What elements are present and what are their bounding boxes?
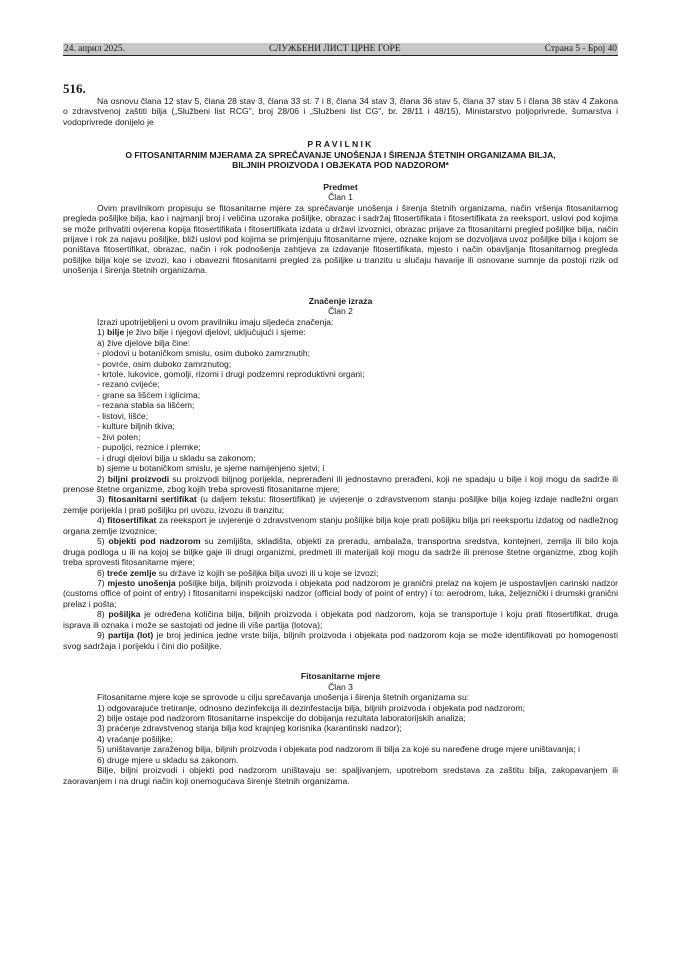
title-kind: PRAVILNIK xyxy=(307,139,374,150)
paragraph: - i drugi djelovi bilja u skladu sa zakonom; xyxy=(97,452,256,463)
paragraph: - rezana stabla sa lišćem; xyxy=(97,400,195,411)
paragraph: 2) bilje ostaje pod nadzorom fitosanitarne inspekcije do dobijanja rezultata laboratorijskih analiza; xyxy=(97,713,466,724)
item-number: 5) xyxy=(97,536,109,547)
item-number: 3) xyxy=(97,494,109,505)
item-text: je određena količina bilja, biljnih proizvoda i objekata pod nadzorom, koja se transportuje i koju prati fitosertifikat, druga isprava ili oznaka i može se sastojati od jedne ili više partija (lotova); xyxy=(63,609,619,630)
paragraph: - povrće, osim duboko zamrznutog; xyxy=(97,358,232,369)
article-heading: Fitosanitarne mjere xyxy=(300,671,381,682)
act-number: 516. xyxy=(63,81,86,96)
paragraph: - kulture biljnih tkiva; xyxy=(97,421,175,432)
paragraph xyxy=(63,327,618,337)
defined-term: pošiljka xyxy=(108,609,141,620)
header-journal: СЛУЖБЕНИ ЛИСТ ЦРНЕ ГОРЕ xyxy=(269,44,401,54)
paragraph: - plodovi u botaničkom smislu, osim duboko zamrznutih; xyxy=(97,348,311,359)
defined-term: mjesto unošenja xyxy=(107,578,176,589)
paragraph: 5) uništavanje zaraženog bilja, biljnih proizvoda i objekata pod nadzorom ili bilja za koje su naređene druge mjere uništavanja; i xyxy=(97,744,580,755)
item-number: 7) xyxy=(97,578,108,589)
title-line-1: O FITOSANITARNIM MJERAMA ZA SPREČAVANJE UNOŠENJA I ŠIRENJA ŠTETNIH ORGANIZAMA BILJA, xyxy=(125,149,556,160)
item-number: 1) xyxy=(97,327,108,338)
paragraph xyxy=(63,609,618,630)
article-2 xyxy=(63,296,618,651)
paragraph: Izrazi upotrijebljeni u ovom pravilniku imaju sljedeća značenja: xyxy=(97,316,334,327)
paragraph xyxy=(63,630,618,651)
paragraph: - živi polen; xyxy=(97,431,141,442)
paragraph: Ovim pravilnikom propisuju se fitosanitarne mjere za sprečavanje unošenja i širenja štetnih organizama, način vršenja fitosanitarnog pregleda pošiljke bilja, kao i najmanji broj i veličina uzoraka pošiljke, obrazac i sadržaj fitosertifikata i fitosertifikata za reeksport, uslovi pod kojima se može prihvatiti ovjerena kopija fitosertifikata i fitosertifikata izdata u državi izvoznici, obrazac prijave za fitosanitarni pregled pošiljke bilja, način prijave i rok za najavu pošiljke, bliži uslovi pod kojima se primjenjuju fitosanitarne mjere, oznake kojom se dozvoljava uvoz pošiljke bilja i kojom se poništava fitosertifikat, obrazac, način i rok podnošenja zahtjeva za izdavanje fitosertifikata, mjesto i način obavljanja fitosanitarnog pregleda pošiljke bilja koje se izvozi, kao i obavezni fitosanitarni pregled za pošiljke u tranzitu u slučaju havarije ili osnovane sumnje da postoji rizik od unošenja i širenja štetnih organizama. xyxy=(63,202,618,276)
article-1 xyxy=(63,182,618,276)
paragraph xyxy=(63,474,618,495)
defined-term: fitosanitarni sertifikat xyxy=(108,494,197,505)
defined-term: bilje xyxy=(107,327,125,338)
paragraph xyxy=(63,494,618,515)
paragraph: 1) odgovarajuće tretiranje, odnosno dezinfekcija ili dezinfestacija bilja, biljnih proizvoda i objekata pod nadzorom; xyxy=(97,702,526,713)
item-number: 2) xyxy=(97,473,108,484)
article-heading: Značenje izraza xyxy=(308,295,373,306)
item-text: su države iz kojih se pošiljka bilja uvozi ili u koje se izvozi; xyxy=(156,567,379,578)
paragraph xyxy=(63,536,618,567)
defined-term: partija (lot) xyxy=(107,630,154,641)
article-number: Član 1 xyxy=(328,192,353,203)
item-text: pošiljke bilja, biljnih proizvoda i objekata pod nadzorom je granični prelaz na kojem je uspostavljen carinski nadzor (customs office of point of entry) i fitosanitarni inspekcijski nadzor (official body of point of entry) i to: aerodrom, luka, željeznički i drumski granični prelaz i pošta; xyxy=(63,578,619,609)
item-text: za reeksport je uvjerenje o zdravstvenom stanju pošiljke bilja koje prati pošiljku bilja pri reeksportu izdatog od nadležnog organa zemlje izvoznice; xyxy=(63,515,619,536)
paragraph: 6) druge mjere u skladu sa zakonom. xyxy=(97,754,239,765)
intro-paragraph: Na osnovu člana 12 stav 5, člana 28 stav 3, člana 33 st. 7 i 8, člana 34 stav 3, člana 36 stav 5, člana 37 stav 5 i člana 38 stav 4 Zakona o zdravstvenoj zaštiti bilja („Službeni list RCG", broj 28/06 i „Službeni list CG", br. 28/11 i 48/15), Ministarstvo poljoprivrede, šumarstva i vodoprivrede donijelo je xyxy=(63,96,618,127)
defined-term: objekti pod nadzorom xyxy=(108,536,201,547)
paragraph: - rezano cvijeće; xyxy=(97,379,160,390)
item-number: 9) xyxy=(97,630,108,641)
item-number: 8) xyxy=(97,609,109,620)
item-number: 4) xyxy=(97,515,108,526)
header-page: Страна 5 - Број 40 xyxy=(544,44,617,54)
paragraph xyxy=(63,515,618,536)
header-date: 24. април 2025. xyxy=(64,44,125,54)
article-3 xyxy=(63,671,618,786)
page-header xyxy=(63,43,618,56)
paragraph: - listovi, lišće; xyxy=(97,410,149,421)
item-text: su zemljišta, skladišta, objekti za preradu, ambalaža, transportna sredstva, kontejneri, zemlja ili bilo koja druga podloga u ili na kojoj se biljke gaje ili drugi organizmi, predmeti ili materijali koji mogu da sadrže ili prenose štetne organizme, zbog kojih treba sprovesti fitosanitarne mjere; xyxy=(63,536,618,568)
paragraph: - krtole, lukovice, gomolji, rizomi i drugi podzemni reproduktivni organi; xyxy=(97,368,365,379)
paragraph: 4) vraćanje pošiljke; xyxy=(97,733,173,744)
article-heading: Predmet xyxy=(323,181,358,192)
paragraph xyxy=(63,568,618,578)
item-text: je broj jedinica jedne vrste bilja, biljnih proizvoda i objekata pod nadzorom koja se može identifikovati po homogenosti svog sadržaja i porijeklu i čini dio pošiljke. xyxy=(63,630,619,651)
document-title xyxy=(63,139,618,170)
defined-term: biljni proizvodi xyxy=(107,473,170,484)
paragraph: Fitosanitarne mjere koje se sprovode u cilju sprečavanja unošenja i širenja štetnih organizama su: xyxy=(97,692,470,703)
defined-term: fitosertifikat xyxy=(107,515,157,526)
articles xyxy=(63,182,618,786)
item-number: 6) xyxy=(97,567,108,578)
defined-term: treće zemlje xyxy=(107,567,157,578)
paragraph: a) žive djelove bilja čine: xyxy=(97,337,191,348)
paragraph: - pupoljci, reznice i plemke; xyxy=(97,442,201,453)
paragraph: 3) praćenje zdravstvenog stanja bilja kod krajnjeg korisnika (karantinski nadzor); xyxy=(97,723,402,734)
item-text: (u daljem tekstu: fitosertifikat) je uvjerenje o zdravstvenom stanju pošiljke bilja kojeg izdaje nadležni organ zemlje porijekla i prati pošiljku pri uvozu, izvozu ili tranzitu; xyxy=(63,494,619,515)
paragraph: Bilje, biljni proizvodi i objekti pod nadzorom uništavaju se: spaljivanjem, upotrebom sredstava za zaštitu bilja, zakopavanjem ili zaoravanjem i na drugi način koji onemogućava širenje štetnih organizama. xyxy=(63,765,618,786)
item-text: je živo bilje i njegovi djelovi, uključujući i sjeme: xyxy=(124,327,306,338)
title-line-2: BILJNIH PROIZVODA I OBJEKATA POD NADZOROM* xyxy=(232,160,449,171)
article-number: Član 2 xyxy=(328,306,353,317)
article-number: Član 3 xyxy=(328,681,353,692)
item-text: su proizvodi biljnog porijekla, neprerađeni ili jednostavno prerađeni, koji ne spadaju u bilje i koji mogu da sadrže ili prenose štetne organizme, zbog kojih treba sprovesti fitosanitarne mjere; xyxy=(63,473,618,494)
paragraph: - grane sa lišćem i iglicima; xyxy=(97,389,201,400)
document-page xyxy=(63,43,618,786)
paragraph xyxy=(63,578,618,609)
paragraph: b) sjeme u botaničkom smislu, je sjeme namijenjeno sjetvi; i xyxy=(97,463,325,474)
